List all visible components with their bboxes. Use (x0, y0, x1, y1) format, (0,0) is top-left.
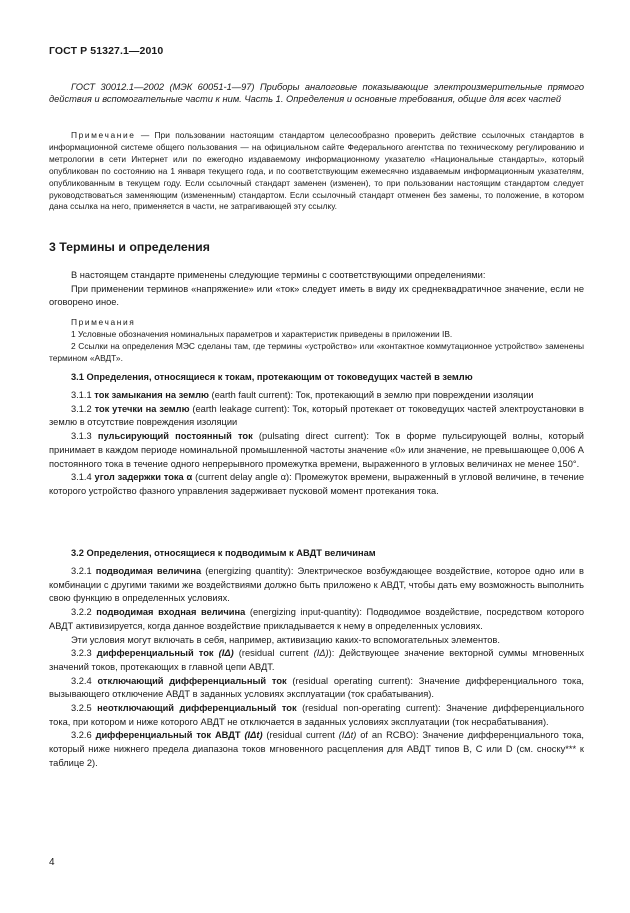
general-note (49, 130, 584, 213)
note-2: 2 Ссылки на определения МЭС сделаны там, где термины «устройство» или «контактное коммутационное устройство» заменены термином «АВДТ». (49, 340, 584, 363)
terms-3-1 (49, 389, 584, 499)
subsection-3-2-title: 3.2 Определения, относящиеся к подводимым к АВДТ величинам (71, 548, 376, 558)
term-3-2-4 (49, 675, 584, 702)
term-3-2-5 (49, 702, 584, 729)
s32-t321-term: подводимая величина (95, 566, 202, 576)
reference-text: ГОСТ 30012.1—2002 (МЭК 60051-1—97) Приборы аналоговые показывающие электроизмерительные прямого действия и вспомогательные части к ним. Часть 1. Определения и основные требования, общие для всех частей (49, 82, 584, 105)
term-3-2-3 (49, 647, 584, 674)
s31-t312-term: ток утечки на землю (94, 403, 190, 414)
page-number: 4 (49, 857, 55, 868)
s31-t313-num: 3.1.3 (71, 431, 92, 442)
s32-t326-sym: (IΔt) (244, 730, 263, 741)
term-3-1-3 (49, 430, 584, 471)
s31-t314-num: 3.1.4 (71, 472, 92, 483)
s32-t323-num: 3.2.3 (71, 648, 92, 659)
s32-t322-num: 3.2.2 (71, 607, 92, 618)
reference-gost-30012 (49, 81, 584, 106)
term-3-1-2 (49, 403, 584, 430)
note-label: Примечание (71, 130, 136, 140)
s32-t326-sym2: (IΔt) (338, 730, 357, 741)
intro-paragraph-2: При применении терминов «напряжение» или «ток» следует иметь в виду их среднеквадратичное значение, если не оговорено иное. (49, 283, 584, 308)
s31-t313-term: пульсирующий постоянный ток (97, 431, 253, 442)
s32-t324-num: 3.2.4 (71, 675, 92, 686)
s32-t322-text: (energizing input-quantity): Подводимое воздействие, посредством которого АВДТ активизируется, когда данное воздействие прикладывается к нему в определенных условиях. (49, 607, 584, 631)
s32-t325-num: 3.2.5 (71, 703, 92, 714)
intro-paragraph-1: В настоящем стандарте применены следующие термины с соответствующими определениями: (71, 270, 486, 280)
term-3-2-1 (49, 565, 584, 606)
term-3-2-6 (49, 729, 584, 770)
s32-t323-text1: (residual current (233, 648, 314, 659)
s31-t312-text: (earth leakage current): Ток, который протекает от токоведущих частей электроустановки в землю в отсутствие повреждения изоляции (49, 403, 584, 428)
s32-t326-text2: of an RCBO): Значение дифференциального тока, который ниже нижнего предела диапазона токов мгновенного расцепления для АВДТ типов B, C или D (см. сноску*** к таблице 2). (49, 730, 584, 768)
s32-t325-term: неотключающий дифференциальный ток (97, 703, 297, 714)
s32-t324-term: отключающий дифференциальный ток (97, 675, 287, 686)
s32-t326-term: дифференциальный ток АВДТ (95, 730, 241, 741)
section-3-title (49, 240, 584, 254)
term-3-1-4 (49, 471, 584, 498)
s32-t323-term: дифференциальный ток (96, 648, 214, 659)
s32-t321-text: (energizing quantity): Электрическое возбуждающее воздействие, которое одно или в комбинации с другими такими же воздействиями должно быть приложено к АВДТ, чтобы дать ему возможность выполнить свою функцию в определенных условиях. (49, 566, 584, 604)
s32-t325-text: (residual non-operating current): Значение дифференциального тока, при котором и ниже которого АВДТ не отключается в заданных условиях эксплуатации (ток несрабатывания). (49, 703, 584, 727)
s32-t326-text1: (residual current (262, 730, 339, 741)
s31-t311-text: (earth fault current): Ток, протекающий в землю при повреждении изоляции (208, 390, 534, 400)
term-3-2-2-extra: Эти условия могут включать в себя, например, активизацию каких-то вспомогательных элементов. (71, 634, 500, 645)
section-title: 3 Термины и определения (49, 240, 210, 254)
document-header: ГОСТ Р 51327.1—2010 (49, 45, 164, 57)
notes-label: Примечания (71, 317, 136, 327)
s32-t322-term: подводимая входная величина (96, 607, 246, 618)
section-3-notes (49, 317, 584, 365)
note-1: 1 Условные обозначения номинальных параметров и характеристик приведены в приложении IB. (71, 328, 453, 339)
s32-t324-text: (residual operating current): Значение дифференциального тока, вызывающего отключение АВДТ в заданных условиях эксплуатации (ток срабатывания). (49, 675, 584, 700)
terms-3-2 (49, 565, 584, 771)
subsection-3-1-title: 3.1 Определения, относящиеся к токам, протекающим от токоведущих частей в землю (71, 372, 473, 382)
s31-t311-term: ток замыкания на землю (94, 390, 209, 400)
s32-t323-sym2: (IΔ) (313, 648, 329, 659)
term-3-2-2 (49, 606, 584, 633)
note-text: — При пользовании настоящим стандартом целесообразно проверить действие ссылочных стандартов в информационной системе общего пользования — на официальном сайте Федерального агентства по техническому регулированию и метрологии в сети Интернет или по ежегодно издаваемому информационному указателю «Национальные стандарты», который опубликован по состоянию на 1 января текущего года, и по соответствующим ежемесячно издаваемым информационным указателям, опубликованным в текущем году. Если ссылочный стандарт заменен (изменен), то при пользовании настоящим стандартом следует руководствоваться заменяющим (измененным) стандартом. Если ссылочный стандарт отменен без замены, то положение, в котором дана ссылка на него, применяется в части, не затрагивающей эту ссылку. (49, 130, 585, 212)
s32-t321-num: 3.2.1 (71, 566, 92, 576)
s32-t323-text2: ): Действующее значение векторной суммы мгновенных значений токов, протекающих в главной цепи АВДТ. (49, 648, 584, 672)
s32-t326-num: 3.2.6 (71, 730, 92, 741)
s31-t314-text: (current delay angle α): Промежуток времени, выраженный в угловой величине, в течение которого устройство фазного управления задерживает пусковой момент протекания тока. (49, 472, 584, 496)
s31-t311-num: 3.1.1 (71, 390, 92, 400)
term-3-1-1 (49, 389, 584, 403)
s31-t313-text: (pulsating direct current): Ток в форме пульсирующей волны, который принимает в каждом периоде номинальной промышленной частоты значение «0» или значение, не превышающее 0,006 А постоянного тока в течение одного непрерывного промежутка времени, выраженного в угловых величинах не менее 150°. (49, 431, 584, 469)
s31-t312-num: 3.1.2 (71, 403, 92, 414)
s32-t323-sym: (IΔ) (218, 648, 234, 659)
section-3-intro (49, 269, 584, 310)
s31-t314-term: угол задержки тока α (94, 472, 193, 483)
subsection-3-1 (49, 372, 584, 382)
subsection-3-2 (49, 548, 584, 558)
